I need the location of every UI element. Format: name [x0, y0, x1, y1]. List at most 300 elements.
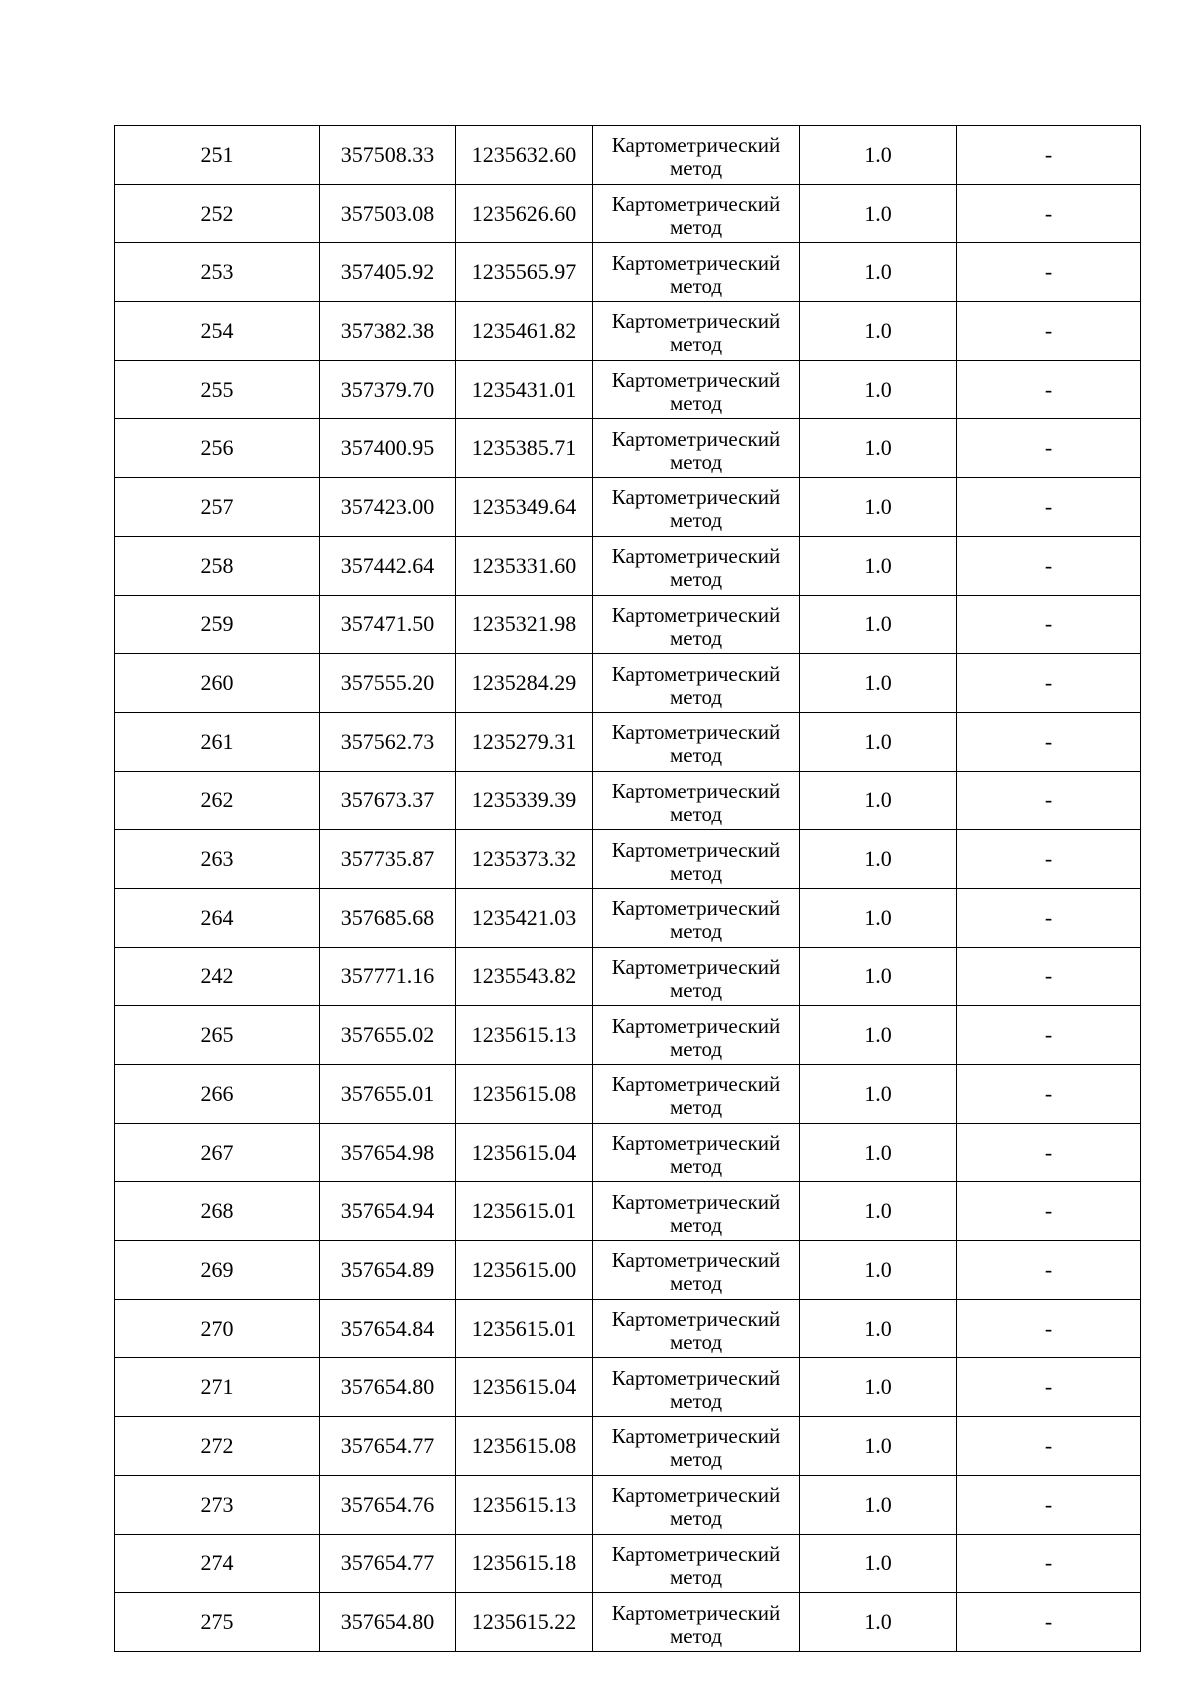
point-number-cell	[115, 1182, 320, 1241]
note-value: -	[1044, 1315, 1053, 1341]
point-number-cell	[115, 1006, 320, 1065]
accuracy-cell	[800, 1417, 957, 1476]
accuracy-value: 1.0	[864, 904, 892, 930]
y-coordinate-cell	[456, 184, 593, 243]
x-coordinate: 357400.95	[340, 435, 435, 461]
y-coordinate: 1235565.97	[471, 259, 577, 285]
x-coordinate: 357673.37	[340, 787, 435, 813]
y-coordinate-cell	[456, 888, 593, 947]
method-cell	[593, 360, 800, 419]
accuracy-value: 1.0	[864, 1080, 892, 1106]
method-label-line2: метод	[669, 391, 723, 416]
method-label-line2: метод	[669, 1388, 723, 1413]
method-label-line2: метод	[669, 215, 723, 240]
x-coordinate: 357562.73	[340, 728, 435, 754]
x-coordinate-cell	[320, 830, 456, 889]
point-number-cell	[115, 126, 320, 185]
accuracy-cell	[800, 1358, 957, 1417]
y-coordinate: 1235373.32	[471, 846, 577, 872]
method-label-line2: метод	[669, 743, 723, 768]
table-row	[115, 360, 1141, 419]
accuracy-value: 1.0	[864, 259, 892, 285]
accuracy-value: 1.0	[864, 1139, 892, 1165]
x-coordinate-cell	[320, 302, 456, 361]
y-coordinate-cell	[456, 536, 593, 595]
note-cell	[957, 1299, 1141, 1358]
note-value: -	[1044, 1198, 1053, 1224]
accuracy-value: 1.0	[864, 728, 892, 754]
point-number-cell	[115, 478, 320, 537]
accuracy-cell	[800, 1065, 957, 1124]
method-cell	[593, 1358, 800, 1417]
point-number: 268	[200, 1198, 234, 1224]
x-coordinate-cell	[320, 126, 456, 185]
y-coordinate-cell	[456, 1299, 593, 1358]
point-number: 242	[200, 963, 234, 989]
x-coordinate-cell	[320, 478, 456, 537]
table-row	[115, 654, 1141, 713]
method-cell	[593, 1065, 800, 1124]
method-cell	[593, 888, 800, 947]
table-row	[115, 1065, 1141, 1124]
accuracy-cell	[800, 243, 957, 302]
point-number: 251	[200, 141, 234, 167]
note-cell	[957, 126, 1141, 185]
table-row	[115, 1182, 1141, 1241]
table-row	[115, 419, 1141, 478]
x-coordinate: 357379.70	[340, 376, 435, 402]
x-coordinate: 357555.20	[340, 670, 435, 696]
note-cell	[957, 360, 1141, 419]
point-number-cell	[115, 1534, 320, 1593]
method-cell	[593, 126, 800, 185]
accuracy-value: 1.0	[864, 787, 892, 813]
method-label-line2: метод	[669, 156, 723, 181]
method-label-line1: Картометрический	[611, 1248, 781, 1273]
accuracy-cell	[800, 126, 957, 185]
note-value: -	[1044, 435, 1053, 461]
accuracy-value: 1.0	[864, 963, 892, 989]
method-cell	[593, 243, 800, 302]
y-coordinate-cell	[456, 1475, 593, 1534]
x-coordinate-cell	[320, 1534, 456, 1593]
method-cell	[593, 302, 800, 361]
point-number-cell	[115, 888, 320, 947]
method-label-line1: Картометрический	[611, 192, 781, 217]
note-cell	[957, 1358, 1141, 1417]
table-row	[115, 1358, 1141, 1417]
x-coordinate: 357735.87	[340, 846, 435, 872]
accuracy-value: 1.0	[864, 611, 892, 637]
point-number: 261	[200, 728, 234, 754]
y-coordinate: 1235615.18	[471, 1550, 577, 1576]
coordinates-table	[114, 125, 1141, 1652]
note-cell	[957, 536, 1141, 595]
note-value: -	[1044, 376, 1053, 402]
method-cell	[593, 1475, 800, 1534]
y-coordinate: 1235615.13	[471, 1022, 577, 1048]
method-cell	[593, 1299, 800, 1358]
y-coordinate: 1235615.04	[471, 1374, 577, 1400]
y-coordinate-cell	[456, 771, 593, 830]
accuracy-value: 1.0	[864, 1374, 892, 1400]
point-number: 266	[200, 1080, 234, 1106]
y-coordinate-cell	[456, 1006, 593, 1065]
point-number-cell	[115, 1358, 320, 1417]
accuracy-value: 1.0	[864, 200, 892, 226]
point-number: 271	[200, 1374, 234, 1400]
y-coordinate-cell	[456, 243, 593, 302]
accuracy-cell	[800, 536, 957, 595]
method-cell	[593, 184, 800, 243]
x-coordinate-cell	[320, 1006, 456, 1065]
accuracy-value: 1.0	[864, 1022, 892, 1048]
method-label-line1: Картометрический	[611, 485, 781, 510]
table-row	[115, 1123, 1141, 1182]
y-coordinate-cell	[456, 302, 593, 361]
method-label-line1: Картометрический	[611, 954, 781, 979]
accuracy-cell	[800, 1123, 957, 1182]
y-coordinate: 1235431.01	[471, 376, 577, 402]
note-value: -	[1044, 200, 1053, 226]
y-coordinate: 1235349.64	[471, 493, 577, 519]
y-coordinate: 1235331.60	[471, 552, 577, 578]
y-coordinate-cell	[456, 419, 593, 478]
method-label-line1: Картометрический	[611, 1189, 781, 1214]
method-label-line2: метод	[669, 1036, 723, 1061]
method-cell	[593, 712, 800, 771]
note-value: -	[1044, 1491, 1053, 1517]
x-coordinate: 357654.80	[340, 1609, 435, 1635]
x-coordinate-cell	[320, 1417, 456, 1476]
method-label-line2: метод	[669, 449, 723, 474]
method-label-line1: Картометрический	[611, 1013, 781, 1038]
method-label-line1: Картометрический	[611, 778, 781, 803]
method-label-line1: Картометрический	[611, 1072, 781, 1097]
y-coordinate-cell	[456, 126, 593, 185]
note-cell	[957, 1006, 1141, 1065]
note-value: -	[1044, 904, 1053, 930]
y-coordinate: 1235632.60	[471, 141, 577, 167]
method-cell	[593, 1006, 800, 1065]
accuracy-cell	[800, 888, 957, 947]
method-label-line1: Картометрический	[611, 1600, 781, 1625]
method-label-line2: метод	[669, 684, 723, 709]
method-label-line2: метод	[669, 1095, 723, 1120]
y-coordinate-cell	[456, 654, 593, 713]
method-label-line1: Картометрический	[611, 544, 781, 569]
accuracy-cell	[800, 302, 957, 361]
x-coordinate: 357508.33	[340, 141, 435, 167]
note-cell	[957, 1534, 1141, 1593]
x-coordinate-cell	[320, 1065, 456, 1124]
method-cell	[593, 1241, 800, 1300]
note-value: -	[1044, 317, 1053, 343]
point-number: 270	[200, 1315, 234, 1341]
method-label-line1: Картометрический	[611, 250, 781, 275]
method-label-line2: метод	[669, 273, 723, 298]
accuracy-cell	[800, 1475, 957, 1534]
x-coordinate-cell	[320, 712, 456, 771]
point-number: 255	[200, 376, 234, 402]
point-number-cell	[115, 947, 320, 1006]
x-coordinate-cell	[320, 419, 456, 478]
method-label-line1: Картометрический	[611, 837, 781, 862]
note-cell	[957, 771, 1141, 830]
note-cell	[957, 654, 1141, 713]
table-row	[115, 595, 1141, 654]
method-label-line2: метод	[669, 1154, 723, 1179]
accuracy-value: 1.0	[864, 376, 892, 402]
y-coordinate-cell	[456, 1534, 593, 1593]
table-row	[115, 771, 1141, 830]
point-number-cell	[115, 184, 320, 243]
method-label-line2: метод	[669, 1506, 723, 1531]
x-coordinate-cell	[320, 1358, 456, 1417]
point-number: 260	[200, 670, 234, 696]
point-number-cell	[115, 1065, 320, 1124]
y-coordinate-cell	[456, 1417, 593, 1476]
note-cell	[957, 1593, 1141, 1652]
note-cell	[957, 830, 1141, 889]
x-coordinate-cell	[320, 360, 456, 419]
y-coordinate-cell	[456, 478, 593, 537]
y-coordinate-cell	[456, 1065, 593, 1124]
method-label-line1: Картометрический	[611, 1365, 781, 1390]
accuracy-cell	[800, 184, 957, 243]
method-label-line1: Картометрический	[611, 133, 781, 158]
x-coordinate: 357382.38	[340, 317, 435, 343]
point-number-cell	[115, 830, 320, 889]
y-coordinate: 1235421.03	[471, 904, 577, 930]
x-coordinate: 357405.92	[340, 259, 435, 285]
accuracy-value: 1.0	[864, 1198, 892, 1224]
method-cell	[593, 595, 800, 654]
note-cell	[957, 947, 1141, 1006]
x-coordinate: 357685.68	[340, 904, 435, 930]
note-value: -	[1044, 1139, 1053, 1165]
method-cell	[593, 536, 800, 595]
table-row	[115, 1534, 1141, 1593]
x-coordinate-cell	[320, 947, 456, 1006]
accuracy-cell	[800, 712, 957, 771]
x-coordinate: 357654.98	[340, 1139, 435, 1165]
point-number-cell	[115, 243, 320, 302]
point-number-cell	[115, 1593, 320, 1652]
note-value: -	[1044, 552, 1053, 578]
note-value: -	[1044, 728, 1053, 754]
note-cell	[957, 888, 1141, 947]
method-cell	[593, 771, 800, 830]
table-row	[115, 478, 1141, 537]
y-coordinate: 1235284.29	[471, 670, 577, 696]
method-label-line2: метод	[669, 1623, 723, 1648]
table-row	[115, 243, 1141, 302]
x-coordinate: 357442.64	[340, 552, 435, 578]
accuracy-value: 1.0	[864, 141, 892, 167]
point-number: 267	[200, 1139, 234, 1165]
point-number-cell	[115, 1475, 320, 1534]
accuracy-cell	[800, 360, 957, 419]
y-coordinate: 1235615.01	[471, 1315, 577, 1341]
accuracy-value: 1.0	[864, 1315, 892, 1341]
note-value: -	[1044, 1022, 1053, 1048]
point-number: 256	[200, 435, 234, 461]
y-coordinate-cell	[456, 360, 593, 419]
note-value: -	[1044, 1080, 1053, 1106]
x-coordinate-cell	[320, 243, 456, 302]
accuracy-cell	[800, 595, 957, 654]
accuracy-cell	[800, 1241, 957, 1300]
y-coordinate-cell	[456, 947, 593, 1006]
note-cell	[957, 302, 1141, 361]
point-number: 257	[200, 493, 234, 519]
point-number-cell	[115, 1241, 320, 1300]
point-number-cell	[115, 419, 320, 478]
y-coordinate: 1235461.82	[471, 317, 577, 343]
x-coordinate-cell	[320, 1123, 456, 1182]
y-coordinate: 1235615.04	[471, 1139, 577, 1165]
method-label-line2: метод	[669, 567, 723, 592]
y-coordinate-cell	[456, 595, 593, 654]
method-label-line1: Картометрический	[611, 1541, 781, 1566]
table-row	[115, 1241, 1141, 1300]
note-cell	[957, 1065, 1141, 1124]
table-row	[115, 184, 1141, 243]
y-coordinate-cell	[456, 1593, 593, 1652]
point-number-cell	[115, 712, 320, 771]
method-cell	[593, 419, 800, 478]
note-cell	[957, 1241, 1141, 1300]
method-label-line2: метод	[669, 1212, 723, 1237]
table-row	[115, 947, 1141, 1006]
x-coordinate-cell	[320, 1475, 456, 1534]
y-coordinate-cell	[456, 1241, 593, 1300]
point-number: 259	[200, 611, 234, 637]
x-coordinate: 357654.94	[340, 1198, 435, 1224]
note-value: -	[1044, 259, 1053, 285]
method-cell	[593, 1534, 800, 1593]
method-label-line2: метод	[669, 1271, 723, 1296]
x-coordinate: 357655.02	[340, 1022, 435, 1048]
point-number-cell	[115, 360, 320, 419]
table-row	[115, 888, 1141, 947]
method-cell	[593, 478, 800, 537]
accuracy-cell	[800, 1006, 957, 1065]
method-cell	[593, 654, 800, 713]
note-value: -	[1044, 1432, 1053, 1458]
point-number-cell	[115, 1123, 320, 1182]
method-label-line2: метод	[669, 1447, 723, 1472]
x-coordinate: 357654.77	[340, 1432, 435, 1458]
x-coordinate: 357654.80	[340, 1374, 435, 1400]
method-label-line2: метод	[669, 977, 723, 1002]
accuracy-value: 1.0	[864, 1491, 892, 1517]
method-cell	[593, 1417, 800, 1476]
x-coordinate-cell	[320, 888, 456, 947]
note-cell	[957, 1475, 1141, 1534]
point-number: 265	[200, 1022, 234, 1048]
accuracy-value: 1.0	[864, 435, 892, 461]
point-number-cell	[115, 302, 320, 361]
accuracy-cell	[800, 654, 957, 713]
method-label-line1: Картометрический	[611, 1424, 781, 1449]
method-label-line1: Картометрический	[611, 309, 781, 334]
method-label-line1: Картометрический	[611, 1307, 781, 1332]
x-coordinate: 357503.08	[340, 200, 435, 226]
point-number: 274	[200, 1550, 234, 1576]
accuracy-cell	[800, 947, 957, 1006]
note-cell	[957, 712, 1141, 771]
accuracy-cell	[800, 419, 957, 478]
x-coordinate-cell	[320, 536, 456, 595]
x-coordinate: 357654.77	[340, 1550, 435, 1576]
accuracy-value: 1.0	[864, 1432, 892, 1458]
accuracy-cell	[800, 1182, 957, 1241]
note-cell	[957, 419, 1141, 478]
note-value: -	[1044, 670, 1053, 696]
note-value: -	[1044, 611, 1053, 637]
method-label-line2: метод	[669, 508, 723, 533]
y-coordinate: 1235615.01	[471, 1198, 577, 1224]
method-cell	[593, 1182, 800, 1241]
point-number: 258	[200, 552, 234, 578]
method-label-line2: метод	[669, 1330, 723, 1355]
table-row	[115, 302, 1141, 361]
method-label-line2: метод	[669, 919, 723, 944]
accuracy-value: 1.0	[864, 552, 892, 578]
method-label-line2: метод	[669, 1564, 723, 1589]
y-coordinate-cell	[456, 712, 593, 771]
point-number: 269	[200, 1256, 234, 1282]
x-coordinate: 357654.76	[340, 1491, 435, 1517]
x-coordinate-cell	[320, 1593, 456, 1652]
y-coordinate-cell	[456, 830, 593, 889]
y-coordinate: 1235615.08	[471, 1080, 577, 1106]
note-value: -	[1044, 963, 1053, 989]
note-cell	[957, 478, 1141, 537]
x-coordinate: 357423.00	[340, 493, 435, 519]
x-coordinate-cell	[320, 184, 456, 243]
table-row	[115, 126, 1141, 185]
accuracy-value: 1.0	[864, 1256, 892, 1282]
point-number: 252	[200, 200, 234, 226]
point-number-cell	[115, 595, 320, 654]
accuracy-value: 1.0	[864, 1609, 892, 1635]
y-coordinate: 1235543.82	[471, 963, 577, 989]
point-number: 254	[200, 317, 234, 343]
note-value: -	[1044, 846, 1053, 872]
x-coordinate-cell	[320, 1241, 456, 1300]
table-row	[115, 830, 1141, 889]
table-row	[115, 1006, 1141, 1065]
method-label-line1: Картометрический	[611, 896, 781, 921]
table-row	[115, 536, 1141, 595]
method-cell	[593, 830, 800, 889]
table-row	[115, 1593, 1141, 1652]
y-coordinate: 1235626.60	[471, 200, 577, 226]
table-row	[115, 1299, 1141, 1358]
accuracy-value: 1.0	[864, 846, 892, 872]
method-label-line2: метод	[669, 332, 723, 357]
x-coordinate: 357654.89	[340, 1256, 435, 1282]
point-number-cell	[115, 654, 320, 713]
point-number-cell	[115, 1299, 320, 1358]
accuracy-cell	[800, 1593, 957, 1652]
method-label-line1: Картометрический	[611, 1483, 781, 1508]
x-coordinate-cell	[320, 595, 456, 654]
table-row	[115, 1417, 1141, 1476]
